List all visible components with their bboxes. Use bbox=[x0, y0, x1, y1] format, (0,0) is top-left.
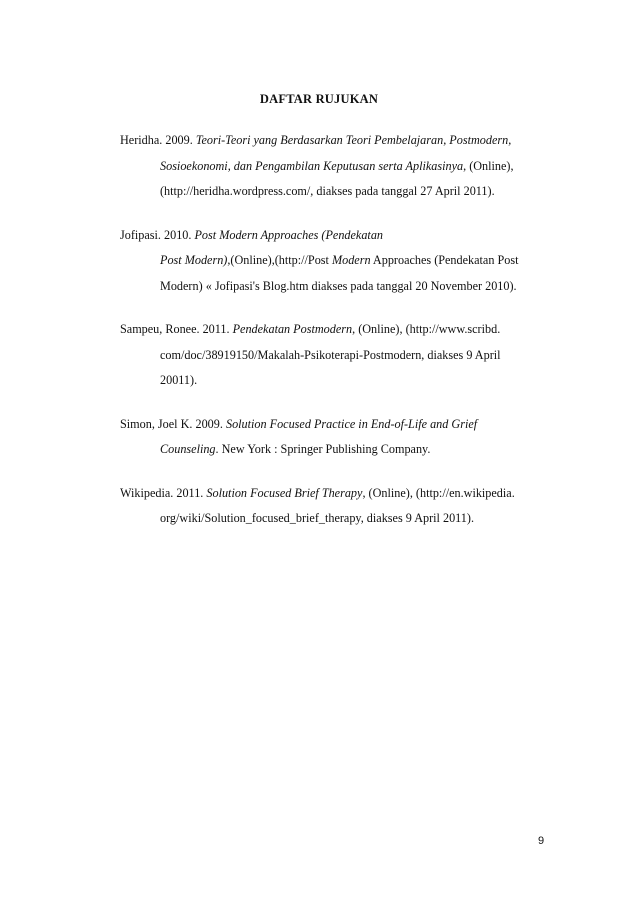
reference-source: 20011). bbox=[160, 373, 198, 387]
page-number: 9 bbox=[538, 835, 545, 847]
reference-author-year: Sampeu, Ronee. 2011. bbox=[120, 322, 233, 336]
reference-line bbox=[120, 154, 560, 180]
reference-title: Counseling bbox=[160, 442, 216, 456]
reference-entry-sampeu bbox=[120, 317, 560, 394]
reference-line bbox=[120, 506, 560, 532]
page-title: DAFTAR RUJUKAN bbox=[259, 92, 379, 106]
reference-author-year: Wikipedia. 2011. bbox=[120, 485, 207, 500]
reference-source: com/doc/38919150/Makalah-Psikoterapi-Postmodern, diakses 9 April bbox=[160, 347, 501, 362]
reference-source: , (Online), (http://www.scribd. bbox=[352, 322, 501, 336]
reference-line bbox=[120, 317, 560, 343]
reference-line bbox=[120, 412, 560, 438]
reference-list bbox=[120, 128, 560, 550]
reference-source: , (Online), (http://en.wikipedia. bbox=[362, 485, 515, 500]
reference-source: ,(Online),(http://Post bbox=[227, 253, 332, 267]
reference-title: Teori-Teori yang Berdasarkan Teori Pembelajaran, Postmodern, bbox=[195, 133, 512, 147]
reference-line bbox=[120, 248, 560, 274]
reference-line bbox=[120, 179, 560, 205]
reference-line bbox=[120, 128, 560, 154]
reference-line bbox=[120, 223, 560, 249]
reference-entry-jofipasi bbox=[120, 223, 560, 300]
reference-line bbox=[120, 481, 560, 507]
reference-line bbox=[120, 274, 560, 300]
reference-line bbox=[120, 368, 560, 394]
reference-author-year: Simon, Joel K. 2009. bbox=[120, 416, 226, 431]
reference-source: Approaches (Pendekatan Post bbox=[370, 253, 519, 267]
reference-source-italic: Modern bbox=[331, 253, 371, 267]
reference-entry-simon bbox=[120, 412, 560, 463]
reference-title: Pendekatan Postmodern bbox=[232, 322, 353, 336]
reference-title: Post Modern Approaches (Pendekatan bbox=[194, 227, 384, 242]
reference-title: Solution Focused Brief Therapy bbox=[206, 485, 363, 500]
reference-source: org/wiki/Solution_focused_brief_therapy, diakses 9 April 2011). bbox=[160, 511, 475, 525]
reference-publisher: . New York : Springer Publishing Company. bbox=[215, 442, 431, 456]
reference-source: (http://heridha.wordpress.com/, diakses pada tanggal 27 April 2011). bbox=[160, 184, 495, 198]
reference-line bbox=[120, 437, 560, 463]
reference-author-year: Jofipasi. 2010. bbox=[120, 227, 195, 242]
reference-author-year: Heridha. 2009. bbox=[120, 133, 196, 147]
reference-line bbox=[120, 343, 560, 369]
reference-source: , (Online), bbox=[463, 158, 514, 173]
reference-source: Modern) « Jofipasi's Blog.htm diakses pada tanggal 20 November 2010). bbox=[160, 278, 517, 293]
reference-title: Sosioekonomi, dan Pengambilan Keputusan serta Aplikasinya bbox=[160, 158, 464, 173]
reference-title: Post Modern) bbox=[160, 253, 228, 267]
reference-entry-wikipedia bbox=[120, 481, 560, 532]
reference-title: Solution Focused Practice in End-of-Life and Grief bbox=[225, 416, 478, 431]
reference-entry-heridha bbox=[120, 128, 560, 205]
